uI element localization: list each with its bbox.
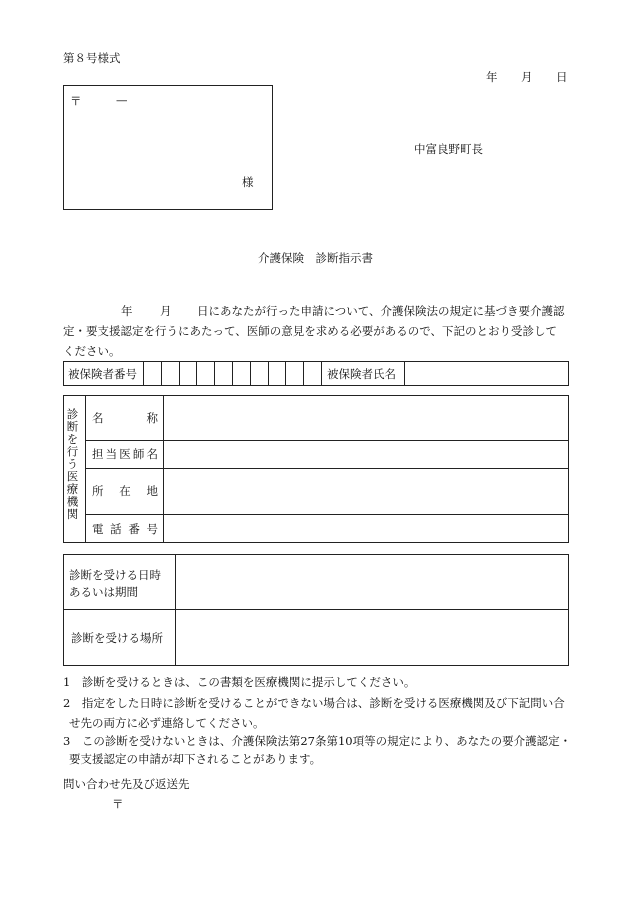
doctor-name-value[interactable] <box>163 440 569 468</box>
exam-place-value[interactable] <box>175 609 569 666</box>
address-value[interactable] <box>163 468 569 514</box>
insured-number-digit[interactable] <box>179 361 197 386</box>
institution-name-value[interactable] <box>163 395 569 440</box>
insured-number-digit[interactable] <box>143 361 161 386</box>
institution-side-label: 診断を行う医療機関 <box>65 408 80 521</box>
intro-month: 月 <box>160 304 172 318</box>
exam-place-label: 診断を受ける場所 <box>71 630 163 645</box>
postal-dash: — <box>116 93 128 107</box>
document-title: 介護保険 診断指示書 <box>258 251 373 265</box>
doctor-name-label: 担 当 医 師 名 <box>92 447 158 461</box>
phone-value[interactable] <box>163 514 569 543</box>
form-number: 第８号様式 <box>63 51 121 65</box>
note-3b: 要支援認定の申請が却下されることがあります。 <box>69 752 322 766</box>
insured-number-digit[interactable] <box>232 361 250 386</box>
contact-postal-mark: 〒 <box>112 797 124 811</box>
phone-label: 電 話 番 号 <box>92 521 158 536</box>
exam-date-value[interactable] <box>175 554 569 609</box>
insured-name-label: 被保険者氏名 <box>327 366 396 381</box>
postal-mark: 〒 <box>70 94 82 108</box>
insured-number-digit[interactable] <box>250 361 268 386</box>
issuer: 中富良野町長 <box>414 142 483 156</box>
insured-number-digit[interactable] <box>268 361 286 386</box>
date-day: 日 <box>556 70 568 84</box>
insured-number-digit[interactable] <box>196 361 214 386</box>
intro-rest: 日にあなたが行った申請について、介護保険法の規定に基づき要介護認 <box>197 304 565 318</box>
note-2b: せ先の両方に必ず連絡してください。 <box>69 716 265 730</box>
date-year: 年 <box>486 70 498 84</box>
institution-name-label: 名 称 <box>92 410 158 425</box>
address-box <box>63 85 273 210</box>
address-label: 所 在 地 <box>92 484 158 498</box>
exam-date-label-line1: 診断を受ける日時 <box>69 568 161 582</box>
contact-label: 問い合わせ先及び返送先 <box>63 777 190 791</box>
exam-date-label-line2: あるいは期間 <box>69 585 138 599</box>
note-3a: 3 この診断を受けないときは、介護保険法第27条第10項等の規定により、あなたの要介護認定・ <box>63 734 572 748</box>
insured-number-digit[interactable] <box>161 361 179 386</box>
note-1: 1 診断を受けるときは、この書類を医療機関に提示してください。 <box>63 675 416 689</box>
date-month: 月 <box>521 70 533 84</box>
insured-number-digit[interactable] <box>214 361 232 386</box>
insured-number-digit[interactable] <box>285 361 303 386</box>
intro-line-3: ください。 <box>63 344 121 358</box>
insured-number-digit[interactable] <box>303 361 321 386</box>
insured-name-value[interactable] <box>404 361 569 386</box>
insured-number-label: 被保険者番号 <box>68 366 137 381</box>
intro-line-2: 定・要支援認定を行うにあたって、医師の意見を求める必要があるので、下記のとおり受診して <box>63 324 558 338</box>
note-2a: 2 指定をした日時に診断を受けることができない場合は、診断を受ける医療機関及び下記問い合 <box>63 696 565 710</box>
honorific: 様 <box>242 175 254 189</box>
intro-year: 年 <box>121 304 133 318</box>
exam-date-label <box>69 567 161 601</box>
